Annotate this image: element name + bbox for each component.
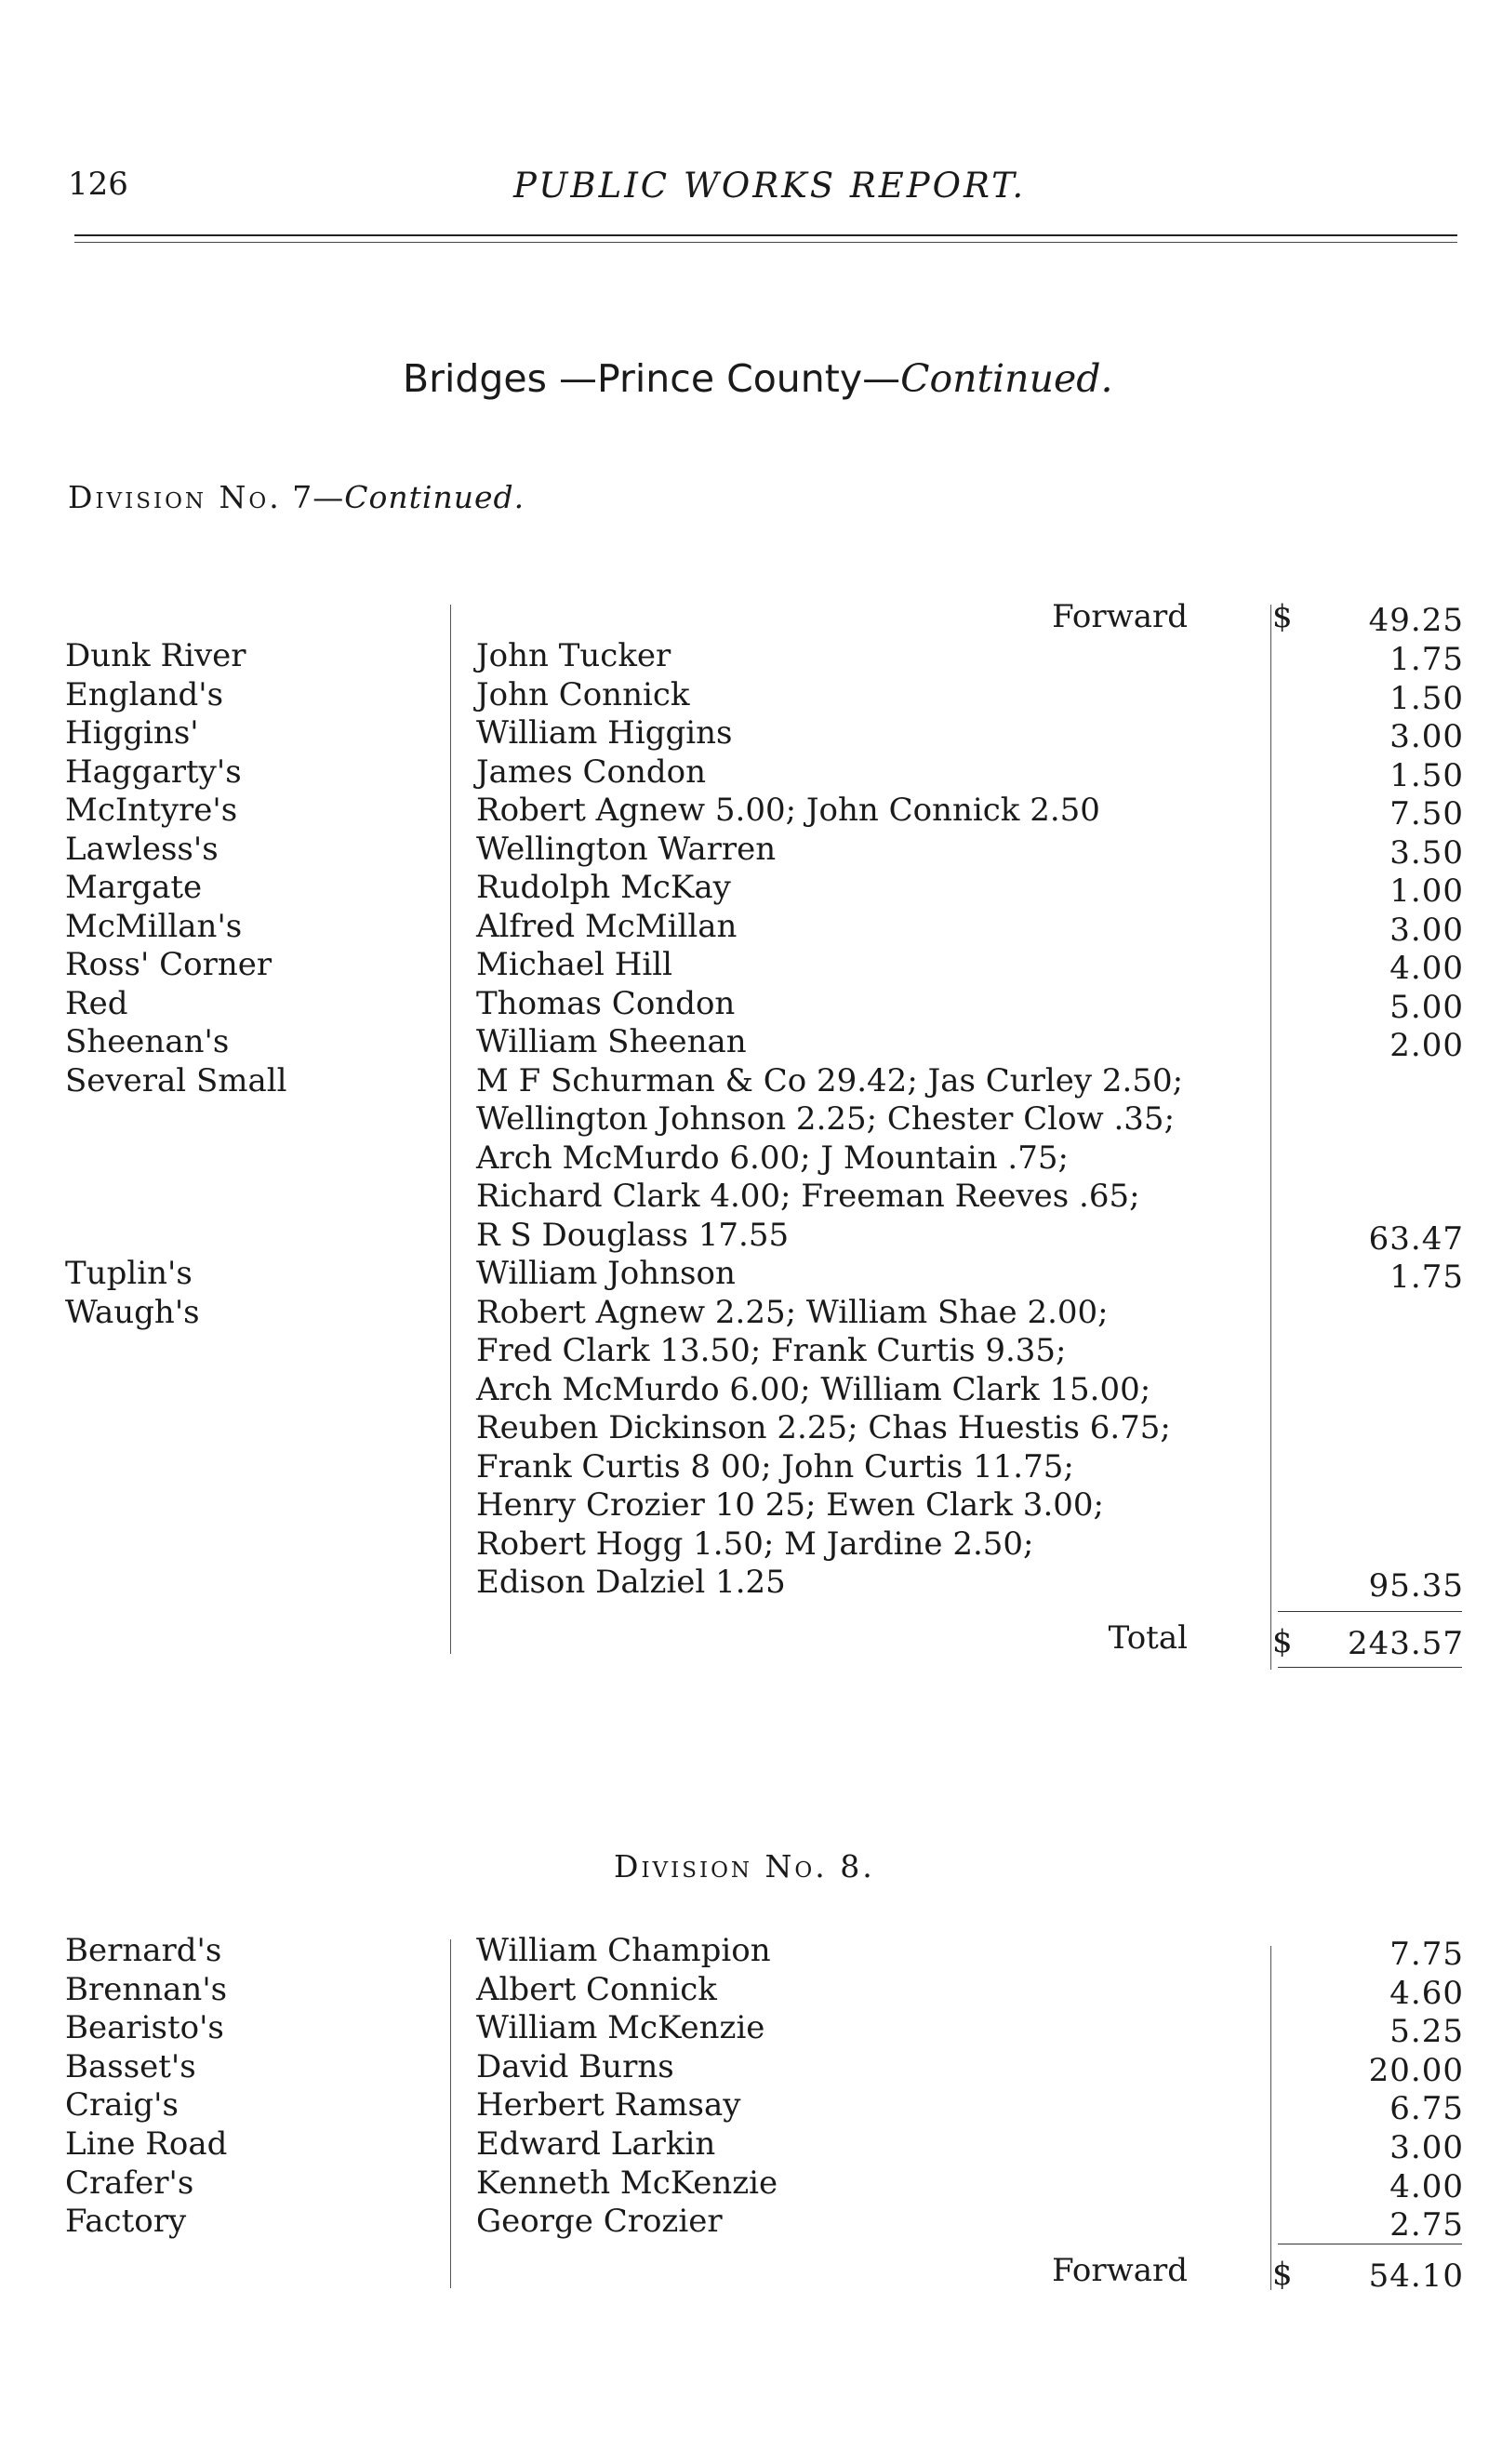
table-row-payee: John Connick — [476, 675, 690, 713]
table-row-amount: 1.50 — [1389, 679, 1464, 717]
table-row-payee: Kenneth McKenzie — [476, 2164, 778, 2202]
division-7-heading — [68, 479, 525, 515]
table-row-place: Waugh's — [65, 1293, 200, 1331]
table-row-amount: 95.35 — [1368, 1567, 1464, 1605]
table-row-payee: Robert Agnew 5.00; John Connick 2.50 — [476, 792, 1100, 829]
table-row-amount: 5.00 — [1389, 988, 1464, 1026]
table-row-payee: John Tucker — [476, 637, 671, 674]
table-row-place: Higgins' — [65, 714, 199, 752]
forward-amount: 49.25 — [1368, 602, 1464, 639]
table-row-payee: R S Douglass 17.55 — [476, 1216, 790, 1254]
table-row-place: Haggarty's — [65, 753, 242, 791]
table-row-place: Craig's — [65, 2086, 179, 2124]
table-row-place: Several Small — [65, 1061, 287, 1099]
table-row-payee: George Crozier — [476, 2203, 723, 2241]
table-row-amount: 2.75 — [1389, 2206, 1464, 2244]
table-row-payee: Frank Curtis 8 00; John Curtis 11.75; — [476, 1447, 1074, 1485]
table-row-payee: Herbert Ramsay — [476, 2086, 741, 2124]
forward-amount-8: 54.10 — [1368, 2258, 1464, 2295]
table-row-place: Crafer's — [65, 2164, 194, 2202]
table-row-payee: William Johnson — [476, 1255, 736, 1292]
table-row-amount — [1278, 1103, 1464, 1142]
table-row-payee: Rudolph McKay — [476, 869, 731, 906]
table-row-place: Bearisto's — [65, 2009, 224, 2047]
report-title: PUBLIC WORKS REPORT. — [513, 166, 1027, 206]
forward-dollar: $ — [1272, 598, 1293, 635]
table-row-place: Red — [65, 984, 128, 1022]
division-7-prefix: Division No. — [68, 479, 282, 515]
table-row-amount: 1.50 — [1389, 756, 1464, 794]
table-row-payee: William Champion — [476, 1932, 771, 1969]
total-amount: 243.57 — [1348, 1625, 1464, 1662]
table-row-payee: Reuben Dickinson 2.25; Chas Huestis 6.75; — [476, 1409, 1171, 1446]
table-row-amount: 7.75 — [1389, 1936, 1464, 1973]
table-row-amount: 3.00 — [1389, 911, 1464, 949]
table-row-place: Tuplin's — [65, 1255, 193, 1292]
table-row-amount — [1278, 1412, 1464, 1451]
table-row-payee: Edward Larkin — [476, 2125, 716, 2163]
column-rule-right-8 — [1270, 1946, 1271, 2290]
table-row-payee: Wellington Warren — [476, 830, 777, 868]
table-row-amount — [1278, 1180, 1464, 1219]
table-row-payee: David Burns — [476, 2047, 674, 2085]
table-row-amount — [1278, 1065, 1464, 1104]
section-title — [403, 356, 1113, 401]
table-row-place: Factory — [65, 2203, 187, 2241]
table-row-place: Sheenan's — [65, 1023, 230, 1060]
header-rule-thin — [74, 242, 1457, 243]
forward-dollar-8: $ — [1272, 2256, 1293, 2293]
table-row-amount: 4.60 — [1389, 1974, 1464, 2012]
table-row-payee: William McKenzie — [476, 2009, 765, 2047]
table-row-amount — [1278, 1451, 1464, 1490]
table-row-payee: M F Schurman & Co 29.42; Jas Curley 2.50; — [476, 1061, 1184, 1099]
header-rule — [74, 234, 1457, 236]
table-row-amount: 4.00 — [1389, 2167, 1464, 2205]
table-row-amount: 7.50 — [1389, 795, 1464, 832]
table-row-amount — [1278, 1528, 1464, 1567]
table-row-payee: Wellington Johnson 2.25; Chester Clow .35; — [476, 1100, 1176, 1138]
table-row-payee: Michael Hill — [476, 946, 672, 983]
table-row-place: England's — [65, 675, 224, 713]
table-row-payee: Fred Clark 13.50; Frank Curtis 9.35; — [476, 1332, 1067, 1369]
table-row-place: Brennan's — [65, 1970, 228, 2008]
table-row-place: Margate — [65, 869, 203, 906]
table-row-payee: Arch McMurdo 6.00; William Clark 15.00; — [476, 1370, 1151, 1408]
table-row-place: Basset's — [65, 2047, 196, 2085]
table-row-payee: James Condon — [476, 753, 707, 791]
table-row-place: Dunk River — [65, 637, 246, 674]
table-row-amount — [1278, 1374, 1464, 1413]
table-row-amount — [1278, 1489, 1464, 1528]
total-underline — [1278, 1667, 1462, 1668]
column-rule-left — [450, 605, 451, 1654]
forward-label: Forward — [1052, 598, 1188, 635]
table-row-amount: 3.00 — [1389, 718, 1464, 755]
table-row-amount: 4.00 — [1389, 950, 1464, 987]
table-row-place: McIntyre's — [65, 792, 238, 829]
division-7-number: 7— — [281, 479, 345, 515]
table-row-amount — [1278, 1335, 1464, 1374]
table-row-payee: Robert Agnew 2.25; William Shae 2.00; — [476, 1293, 1109, 1331]
table-row-payee: Thomas Condon — [476, 984, 736, 1022]
table-row-payee: Richard Clark 4.00; Freeman Reeves .65; — [476, 1178, 1140, 1215]
table-row-place: Bernard's — [65, 1932, 222, 1969]
table-row-amount: 63.47 — [1368, 1219, 1464, 1258]
page-number: 126 — [68, 166, 128, 203]
column-rule-right — [1270, 605, 1271, 1670]
section-title-text: Bridges —Prince County— — [403, 356, 901, 401]
table-row-payee: William Sheenan — [476, 1023, 747, 1060]
table-row-payee: Arch McMurdo 6.00; J Mountain .75; — [476, 1139, 1069, 1177]
table-row-payee: William Higgins — [476, 714, 733, 752]
table-row-amount: 1.75 — [1389, 641, 1464, 678]
table-row-payee: Albert Connick — [476, 1970, 717, 2008]
section-title-continued: Continued. — [900, 356, 1113, 401]
table-row-amount: 6.75 — [1389, 2090, 1464, 2128]
table-row-payee: Edison Dalziel 1.25 — [476, 1564, 786, 1601]
table-row-place: Ross' Corner — [65, 946, 272, 983]
table-row-amount: 20.00 — [1368, 2051, 1464, 2089]
forward-label-8: Forward — [1052, 2252, 1188, 2289]
table-row-amount — [1278, 1297, 1464, 1336]
total-label: Total — [1108, 1619, 1188, 1657]
table-row-amount: 2.00 — [1389, 1027, 1464, 1064]
table-row-amount: 3.50 — [1389, 833, 1464, 872]
table-row-payee: Robert Hogg 1.50; M Jardine 2.50; — [476, 1525, 1034, 1563]
table-row-amount: 1.00 — [1389, 872, 1464, 910]
table-row-payee: Alfred McMillan — [476, 907, 738, 945]
table-row-place: Lawless's — [65, 830, 219, 868]
table-row-amount: 5.25 — [1389, 2013, 1464, 2051]
division-7-continued: Continued. — [344, 479, 525, 515]
total-dollar: $ — [1272, 1623, 1293, 1660]
table-row-place: McMillan's — [65, 907, 243, 945]
table-row-amount — [1278, 1142, 1464, 1181]
column-rule-left-8 — [450, 1939, 451, 2288]
table-row-amount: 3.00 — [1389, 2129, 1464, 2166]
table-row-amount: 1.75 — [1389, 1259, 1464, 1296]
division-8-heading: Division No. 8. — [614, 1848, 875, 1885]
table-row-payee: Henry Crozier 10 25; Ewen Clark 3.00; — [476, 1486, 1104, 1524]
total-rule — [1278, 1611, 1462, 1612]
table-row-place: Line Road — [65, 2125, 228, 2163]
